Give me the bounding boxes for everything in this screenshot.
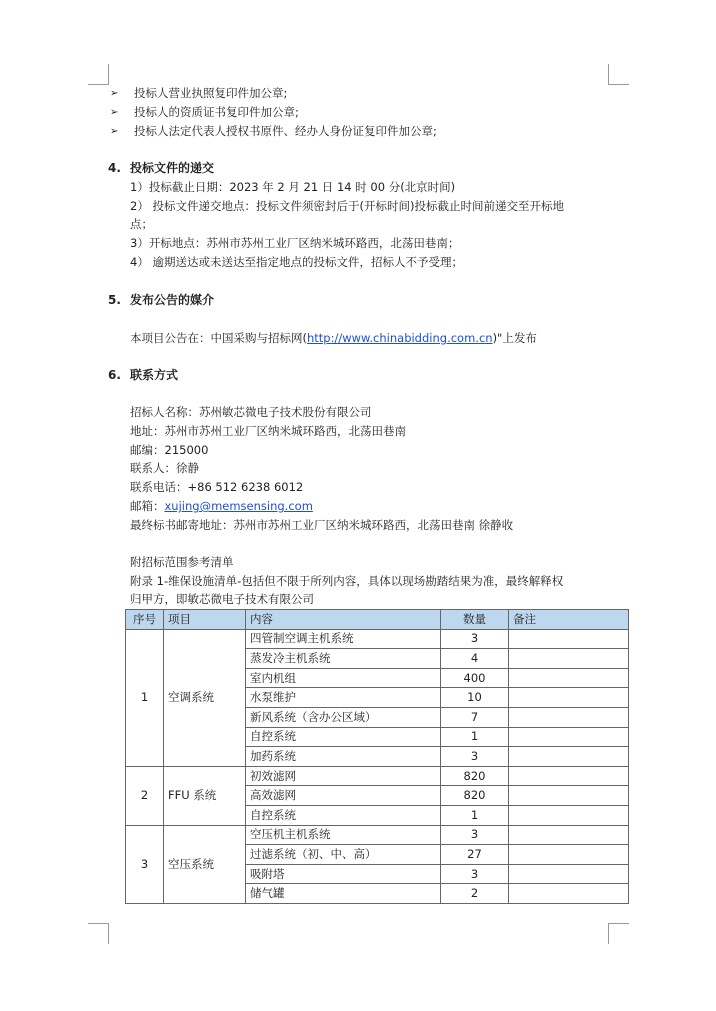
table-row xyxy=(126,629,629,649)
remark-cell xyxy=(509,864,629,884)
qty-cell: 400 xyxy=(441,668,509,688)
project-cell: 空调系统 xyxy=(164,629,246,766)
appendix-note: 归甲方，即敏芯微电子技术有限公司 xyxy=(130,592,314,606)
qty-cell: 3 xyxy=(441,747,509,767)
email-label: 邮箱： xyxy=(130,499,165,513)
content-cell: 储气罐 xyxy=(246,884,441,904)
content-cell: 四管制空调主机系统 xyxy=(246,629,441,649)
remark-cell xyxy=(509,688,629,708)
table-row xyxy=(126,825,629,845)
section-number: 6. xyxy=(108,368,121,382)
qty-cell: 1 xyxy=(441,805,509,825)
section-item: 3）开标地点：苏州市苏州工业厂区纳米城环路西，北荡田巷南； xyxy=(130,236,460,250)
content-cell: 自控系统 xyxy=(246,805,441,825)
header-cell: 备注 xyxy=(509,610,629,630)
contact-line: 联系人：徐静 xyxy=(130,461,199,475)
remark-cell xyxy=(509,649,629,669)
qty-cell: 3 xyxy=(441,864,509,884)
remark-cell xyxy=(509,845,629,865)
publication-text-end: )"上发布 xyxy=(492,331,537,345)
remark-cell xyxy=(509,747,629,767)
qty-cell: 3 xyxy=(441,825,509,845)
content-cell: 过滤系统（初、中、高） xyxy=(246,845,441,865)
crop-mark-top-left xyxy=(88,64,109,85)
header-cell: 数量 xyxy=(441,610,509,630)
section-heading xyxy=(108,160,214,177)
bullet-item: 投标人法定代表人授权书原件、经办人身份证复印件加公章; xyxy=(134,124,437,138)
bullet-item: 投标人营业执照复印件加公章; xyxy=(134,86,288,100)
qty-cell: 820 xyxy=(441,766,509,786)
row-number: 1 xyxy=(126,629,164,766)
content-cell: 水泵维护 xyxy=(246,688,441,708)
content-cell: 高效滤网 xyxy=(246,786,441,806)
header-cell: 序号 xyxy=(126,610,164,630)
crop-mark-bottom-right xyxy=(608,923,629,944)
section-item: 2） 投标文件递交地点：投标文件须密封后于(开标时间)投标截止时间前递交至开标地 xyxy=(130,199,564,213)
content-cell: 吸附塔 xyxy=(246,864,441,884)
qty-cell: 820 xyxy=(441,786,509,806)
publication-text: 本项目公告在：中国采购与招标网( xyxy=(130,331,307,345)
remark-cell xyxy=(509,884,629,904)
section-item: 1）投标截止日期：2023 年 2 月 21 日 14 时 00 分(北京时间) xyxy=(130,180,456,194)
qty-cell: 3 xyxy=(441,629,509,649)
publication-line xyxy=(130,330,537,347)
qty-cell: 27 xyxy=(441,845,509,865)
crop-mark-bottom-left xyxy=(88,923,109,944)
chinabidding-link[interactable]: http://www.chinabidding.com.cn xyxy=(307,331,493,345)
section-number: 4. xyxy=(108,161,121,175)
content-cell: 蒸发冷主机系统 xyxy=(246,649,441,669)
section-title: 投标文件的递交 xyxy=(130,161,215,175)
table-header-row xyxy=(126,610,629,630)
contact-line: 招标人名称：苏州敏芯微电子技术股份有限公司 xyxy=(130,405,372,419)
bullet-item: 投标人的资质证书复印件加公章; xyxy=(134,105,299,119)
qty-cell: 7 xyxy=(441,707,509,727)
remark-cell xyxy=(509,805,629,825)
section-item: 4） 逾期送达或未送达至指定地点的投标文件，招标人不予受理； xyxy=(130,255,463,269)
remark-cell xyxy=(509,707,629,727)
appendix-title: 附招标范围参考清单 xyxy=(130,555,234,569)
section-title: 发布公告的媒介 xyxy=(130,293,215,307)
remark-cell xyxy=(509,825,629,845)
row-number: 3 xyxy=(126,825,164,903)
table-row xyxy=(126,766,629,786)
project-cell: FFU 系统 xyxy=(164,766,246,825)
crop-mark-top-right xyxy=(608,64,629,85)
remark-cell xyxy=(509,766,629,786)
header-cell: 项目 xyxy=(164,610,246,630)
content-cell: 初效滤网 xyxy=(246,766,441,786)
section-item: 点； xyxy=(130,217,153,231)
header-cell: 内容 xyxy=(246,610,441,630)
email-line xyxy=(130,498,313,515)
qty-cell: 10 xyxy=(441,688,509,708)
maintenance-table xyxy=(125,609,629,904)
remark-cell xyxy=(509,727,629,747)
bullet-icon: ➢ xyxy=(110,126,119,137)
remark-cell xyxy=(509,786,629,806)
content-cell: 空压机主机系统 xyxy=(246,825,441,845)
contact-line: 地址：苏州市苏州工业厂区纳米城环路西，北荡田巷南 xyxy=(130,424,406,438)
mail-address-line: 最终标书邮寄地址：苏州市苏州工业厂区纳米城环路西，北荡田巷南 徐静收 xyxy=(130,518,514,532)
email-link[interactable]: xujing@memsensing.com xyxy=(164,499,313,513)
section-title: 联系方式 xyxy=(130,368,179,382)
bullet-icon: ➢ xyxy=(110,107,119,118)
remark-cell xyxy=(509,629,629,649)
contact-line: 邮编：215000 xyxy=(130,443,209,457)
remark-cell xyxy=(509,668,629,688)
row-number: 2 xyxy=(126,766,164,825)
qty-cell: 4 xyxy=(441,649,509,669)
qty-cell: 1 xyxy=(441,727,509,747)
section-heading xyxy=(108,367,178,384)
qty-cell: 2 xyxy=(441,884,509,904)
content-cell: 新风系统（含办公区域） xyxy=(246,707,441,727)
content-cell: 自控系统 xyxy=(246,727,441,747)
section-heading xyxy=(108,292,214,309)
bullet-icon: ➢ xyxy=(110,88,119,99)
section-number: 5. xyxy=(108,293,121,307)
content-cell: 室内机组 xyxy=(246,668,441,688)
appendix-note: 附录 1-维保设施清单-包括但不限于所列内容，具体以现场勘踏结果为准，最终解释权 xyxy=(130,574,564,588)
project-cell: 空压系统 xyxy=(164,825,246,903)
content-cell: 加药系统 xyxy=(246,747,441,767)
contact-line: 联系电话：+86 512 6238 6012 xyxy=(130,480,304,494)
